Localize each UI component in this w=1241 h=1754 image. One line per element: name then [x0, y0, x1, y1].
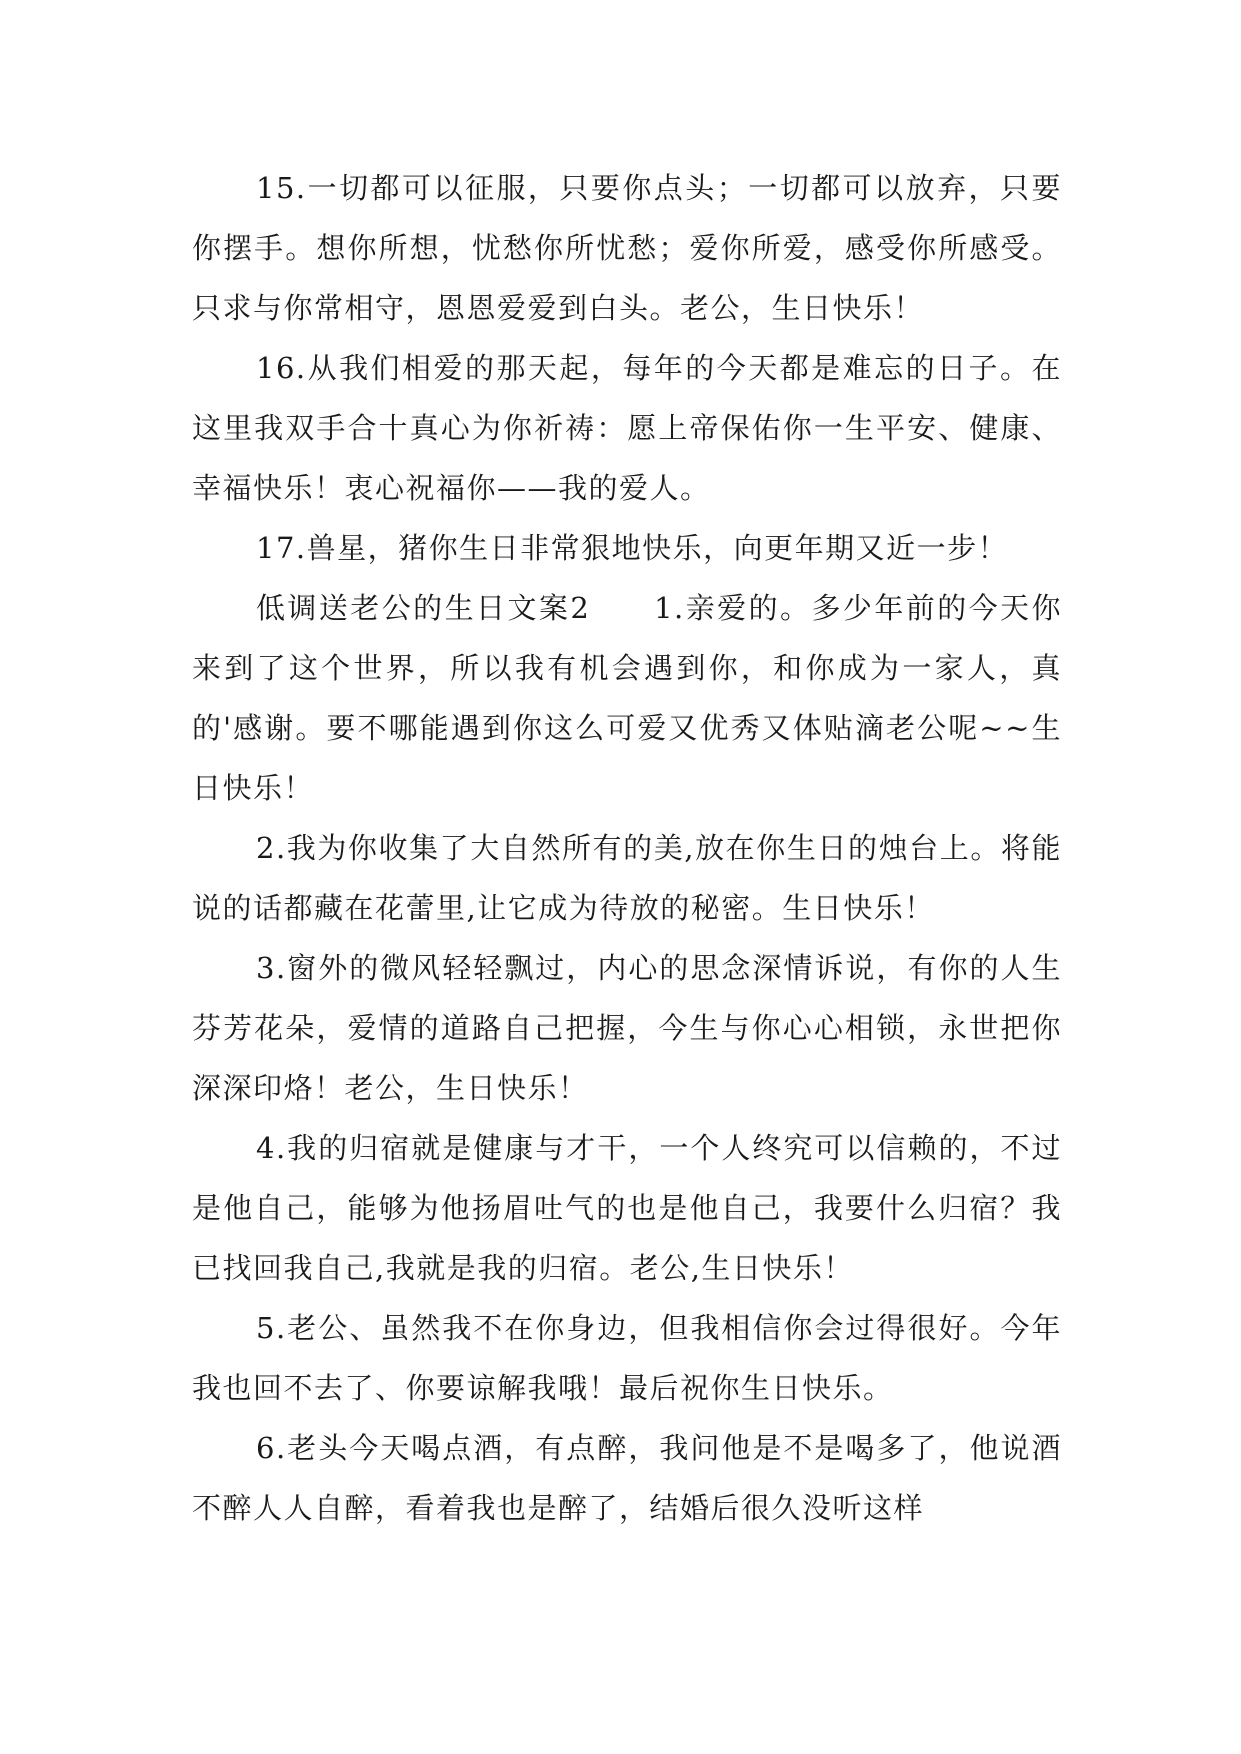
paragraph-2: 2.我为你收集了大自然所有的美,放在你生日的烛台上。将能说的话都藏在花蕾里,让它成为待放的秘密。生日快乐！ — [192, 831, 1062, 925]
paragraph-6: 6.老头今天喝点酒，有点醉，我问他是不是喝多了，他说酒不醉人人自醉，看着我也是醉了，结婚后很久没听这样 — [192, 1431, 1062, 1525]
paragraph-15: 15.一切都可以征服，只要你点头；一切都可以放弃，只要你摆手。想你所想，忧愁你所忧愁；爱你所爱，感受你所感受。只求与你常相守，恩恩爱爱到白头。老公，生日快乐！ — [192, 171, 1062, 325]
paragraph-5: 5.老公、虽然我不在你身边，但我相信你会过得很好。今年我也回不去了、你要谅解我哦！最后祝你生日快乐。 — [192, 1311, 1062, 1405]
paragraph-16: 16.从我们相爱的那天起，每年的今天都是难忘的日子。在这里我双手合十真心为你祈祷：愿上帝保佑你一生平安、健康、幸福快乐！衷心祝福你——我的爱人。 — [192, 351, 1062, 505]
paragraph-section-2-item-1: 低调送老公的生日文案2 1.亲爱的。多少年前的今天你来到了这个世界，所以我有机会遇到你，和你成为一家人，真的'感谢。要不哪能遇到你这么可爱又优秀又体贴滴老公呢~~生日快乐！ — [192, 591, 1062, 805]
paragraph-4: 4.我的归宿就是健康与才干，一个人终究可以信赖的，不过是他自己，能够为他扬眉吐气的也是他自己，我要什么归宿？我已找回我自己,我就是我的归宿。老公,生日快乐！ — [192, 1131, 1062, 1285]
paragraph-3: 3.窗外的微风轻轻飘过，内心的思念深情诉说，有你的人生芬芳花朵，爱情的道路自己把握，今生与你心心相锁，永世把你深深印烙！老公，生日快乐！ — [192, 951, 1062, 1105]
paragraph-17: 17.兽星，猪你生日非常狠地快乐，向更年期又近一步！ — [256, 531, 1009, 565]
document-body — [192, 158, 1062, 1538]
